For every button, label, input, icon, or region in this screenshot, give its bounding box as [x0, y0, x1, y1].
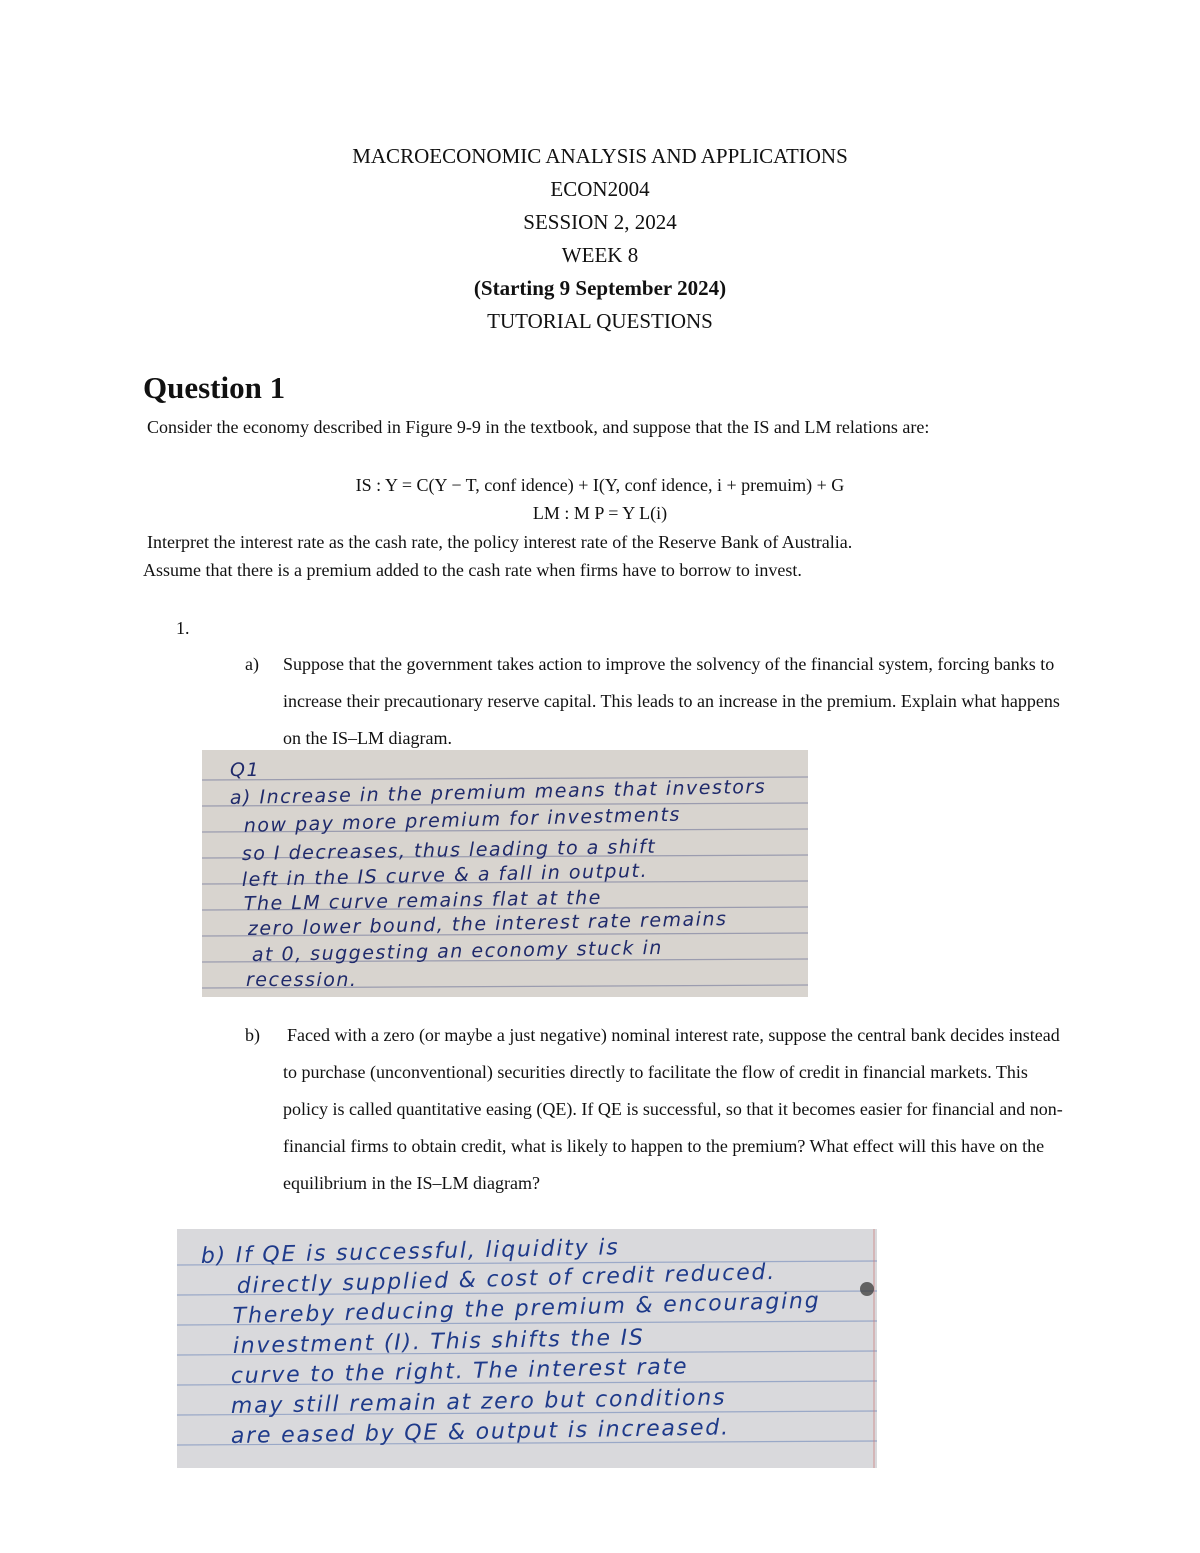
part-b-text: Faced with a zero (or maybe a just negative) nominal interest rate, suppose the central bank decides instead to purchase (unconventional) securities directly to facilitate the flow of credit in financial markets. This policy is called quantitative easing (QE). If QE is successful, so that it becomes easier for financial and non-financial firms to obtain credit, what is likely to happen to the premium? What effect will this have on the equilibrium in the IS–LM diagram? — [283, 1025, 1063, 1193]
handwritten-line: Q1 — [230, 759, 261, 781]
handwritten-line: Thereby reducing the premium & encouraging — [232, 1288, 821, 1329]
document-type: TUTORIAL QUESTIONS — [487, 309, 713, 333]
handwritten-answer-b — [177, 1229, 877, 1468]
handwritten-line: curve to the right. The interest rate — [230, 1354, 689, 1389]
question-title: Question 1 — [143, 370, 286, 405]
course-code: ECON2004 — [550, 177, 650, 201]
handwritten-line: are eased by QE & output is increased. — [230, 1415, 731, 1449]
interpretation-text: Interpret the interest rate as the cash rate, the policy interest rate of the Reserve Bank of Australia. — [147, 532, 853, 552]
handwritten-line: so I decreases, thus leading to a shift — [241, 835, 657, 865]
handwritten-line: investment (I). This shifts the IS — [232, 1325, 645, 1359]
session-label: SESSION 2, 2024 — [523, 210, 677, 234]
start-date: (Starting 9 September 2024) — [473, 276, 727, 300]
lm-equation: LM : M P = Y L(i) — [532, 503, 668, 523]
handwritten-answer-a — [202, 750, 808, 997]
handwritten-line: left in the IS curve & a fall in output. — [241, 859, 649, 891]
week-label: WEEK 8 — [561, 243, 639, 267]
handwritten-line: at 0, suggesting an economy stuck in — [251, 936, 663, 966]
question-number: 1. — [176, 618, 190, 638]
question-intro: Consider the economy described in Figure 9-9 in the textbook, and suppose that the IS and LM relations are: — [147, 417, 930, 437]
is-equation: IS : Y = C(Y − T, conf idence) + I(Y, conf idence, i + premuim) + G — [355, 475, 845, 495]
handwritten-line: now pay more premium for investments — [243, 803, 682, 837]
handwritten-line: The LM curve remains flat at the — [243, 886, 603, 915]
part-a-text: Suppose that the government takes action to improve the solvency of the financial system, forcing banks to increase their precautionary reserve capital. This leads to an increase in the premium. Explain what happens on the IS–LM diagram. — [283, 654, 1060, 748]
handwritten-line: a) Increase in the premium means that investors — [229, 775, 767, 809]
handwritten-line: b) If QE is successful, liquidity is — [200, 1235, 620, 1269]
handwritten-line: directly supplied & cost of credit reduced. — [236, 1259, 777, 1299]
handwritten-line: may still remain at zero but conditions — [230, 1385, 727, 1419]
course-title: MACROECONOMIC ANALYSIS AND APPLICATIONS — [352, 144, 848, 168]
part-b-marker: b) — [245, 1025, 260, 1045]
handwritten-line: recession. — [246, 969, 358, 991]
part-a-marker: a) — [245, 654, 259, 674]
binding-hole-icon — [860, 1282, 874, 1296]
document-header — [0, 140, 1200, 338]
handwritten-line: zero lower bound, the interest rate remains — [247, 907, 728, 940]
assumption-text: Assume that there is a premium added to the cash rate when firms have to borrow to invest. — [143, 560, 802, 580]
